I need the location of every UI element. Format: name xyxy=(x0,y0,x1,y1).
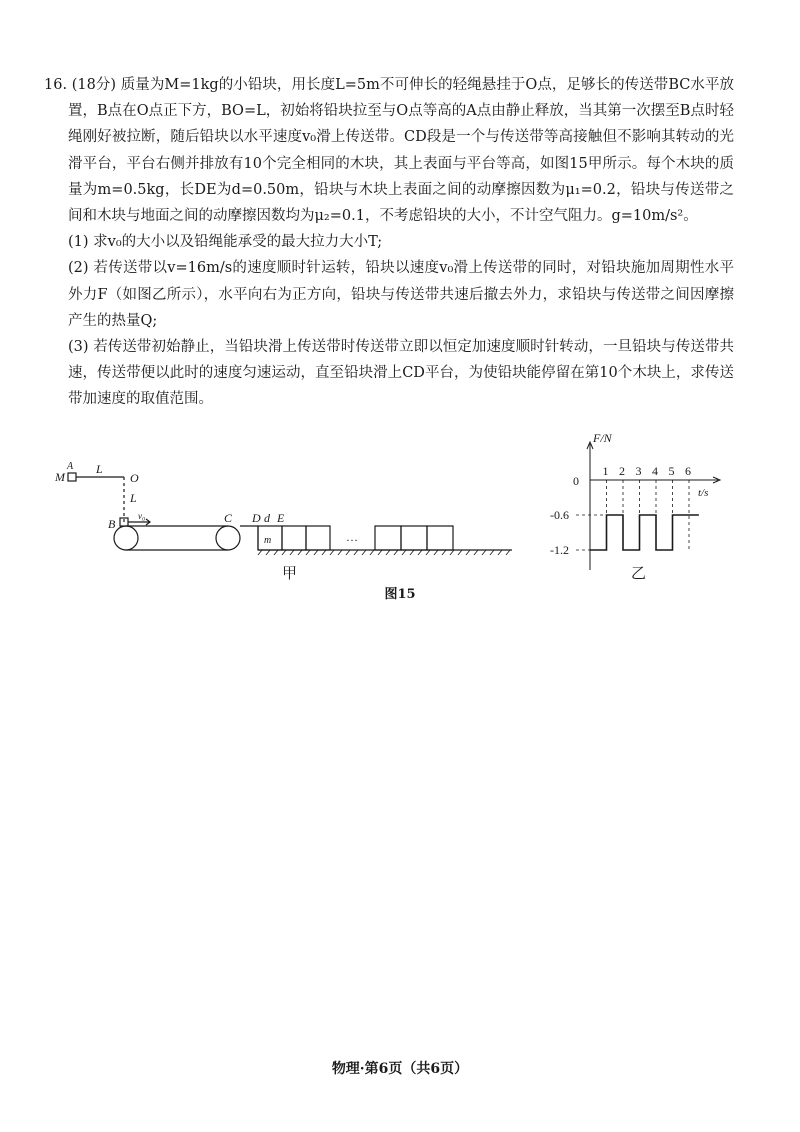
figure-caption: 图15 xyxy=(384,587,416,602)
label-d-length: d xyxy=(264,511,270,525)
wood-block-9 xyxy=(401,526,427,550)
question-1: (1) 求v₀的大小以及铅绳能承受的最大拉力大小T; xyxy=(68,234,383,251)
label-o: O xyxy=(130,471,139,485)
label-m-wood: m xyxy=(264,535,272,546)
label-l-side: L xyxy=(130,491,137,505)
x-axis-label: t/s xyxy=(698,487,709,499)
diagram-jia xyxy=(68,473,512,555)
page-footer: 物理·第6页（共6页） xyxy=(331,1061,469,1077)
y-tick-minus-1-2: -1.2 xyxy=(550,543,569,557)
question-2: (2) 若传送带以v=16m/s的速度顺时针运转，铅块以速度v₀滑上传送带的同时，对铅块施加周期性水平外力F（如图乙所示），水平向右为正方向，铅块与传送带共速后撤去外力，求铅块与传送带之间因摩擦产生的热量Q; xyxy=(68,260,734,329)
diagram-jia-labels xyxy=(54,461,358,546)
wood-block-2 xyxy=(282,526,306,550)
ground-hatching xyxy=(258,550,510,555)
label-v0: v₀ xyxy=(138,511,146,521)
label-c: C xyxy=(224,511,233,525)
x-tick-5: 5 xyxy=(668,464,675,478)
x-tick-4: 4 xyxy=(652,464,658,478)
problem-stem: 16. (18分) 质量为M=1kg的小铅块，用长度L=5m不可伸长的轻绳悬挂于O点，足够长的传送带BC水平放置，B点在O点正下方，BO=L，初始将铅块拉至与O点等高的A点由静止释放，当其第一次摆至B点时轻绳刚好被拉断，随后铅块以水平速度v₀滑上传送带。CD段是一个与传送带等高接触但不影响其转动的光滑平台，平台右侧并排放有10个完全相同的木块，其上表面与平台等高，如图15甲所示。每个木块的质量为m=0.5kg，长DE为d=0.50m，铅块与木块上表面之间的动摩擦因数为μ₁=0.2，铅块与传送带之间和木块与地面之间的动摩擦因数均为μ₂=0.1，不考虑铅块的大小，不计空气阻力。g=10m/s²。 xyxy=(44,77,734,225)
force-step-line xyxy=(590,515,699,550)
y-tick-minus-0-6: -0.6 xyxy=(550,508,569,522)
label-e: E xyxy=(277,511,285,525)
x-tick-1: 1 xyxy=(602,464,609,478)
label-ellipsis: … xyxy=(346,530,358,544)
lead-block-at-a xyxy=(68,473,76,481)
label-m-block: M xyxy=(55,470,65,484)
belt-wheel-right xyxy=(216,526,240,550)
x-tick-6: 6 xyxy=(685,464,691,478)
wood-block-3 xyxy=(306,526,330,550)
x-tick-labels xyxy=(603,464,692,478)
figure-jia-label: 甲 xyxy=(282,564,298,582)
label-a: A xyxy=(67,461,74,472)
x-tick-2: 2 xyxy=(619,464,625,478)
label-b: B xyxy=(108,517,116,531)
wood-block-8 xyxy=(375,526,401,550)
question-3: (3) 若传送带初始静止，当铅块滑上传送带时传送带立即以恒定加速度顺时针转动，一旦铅块与传送带共速，传送带便以此时的速度匀速运动，直至铅块滑上CD平台，为使铅块能停留在第10个木块上，求传送带加速度的取值范围。 xyxy=(68,339,734,408)
label-d: D xyxy=(252,511,261,525)
problem-16 xyxy=(44,72,734,413)
figure-yi-label: 乙 xyxy=(631,564,647,582)
y-axis-label: F/N xyxy=(593,431,612,445)
wood-block-10 xyxy=(427,526,453,550)
x-tick-3: 3 xyxy=(635,464,642,478)
origin-label: 0 xyxy=(573,474,579,488)
belt-wheel-left xyxy=(114,526,138,550)
label-l-top: L xyxy=(96,462,103,476)
figure-15 xyxy=(0,430,800,590)
graph-yi xyxy=(550,431,720,570)
